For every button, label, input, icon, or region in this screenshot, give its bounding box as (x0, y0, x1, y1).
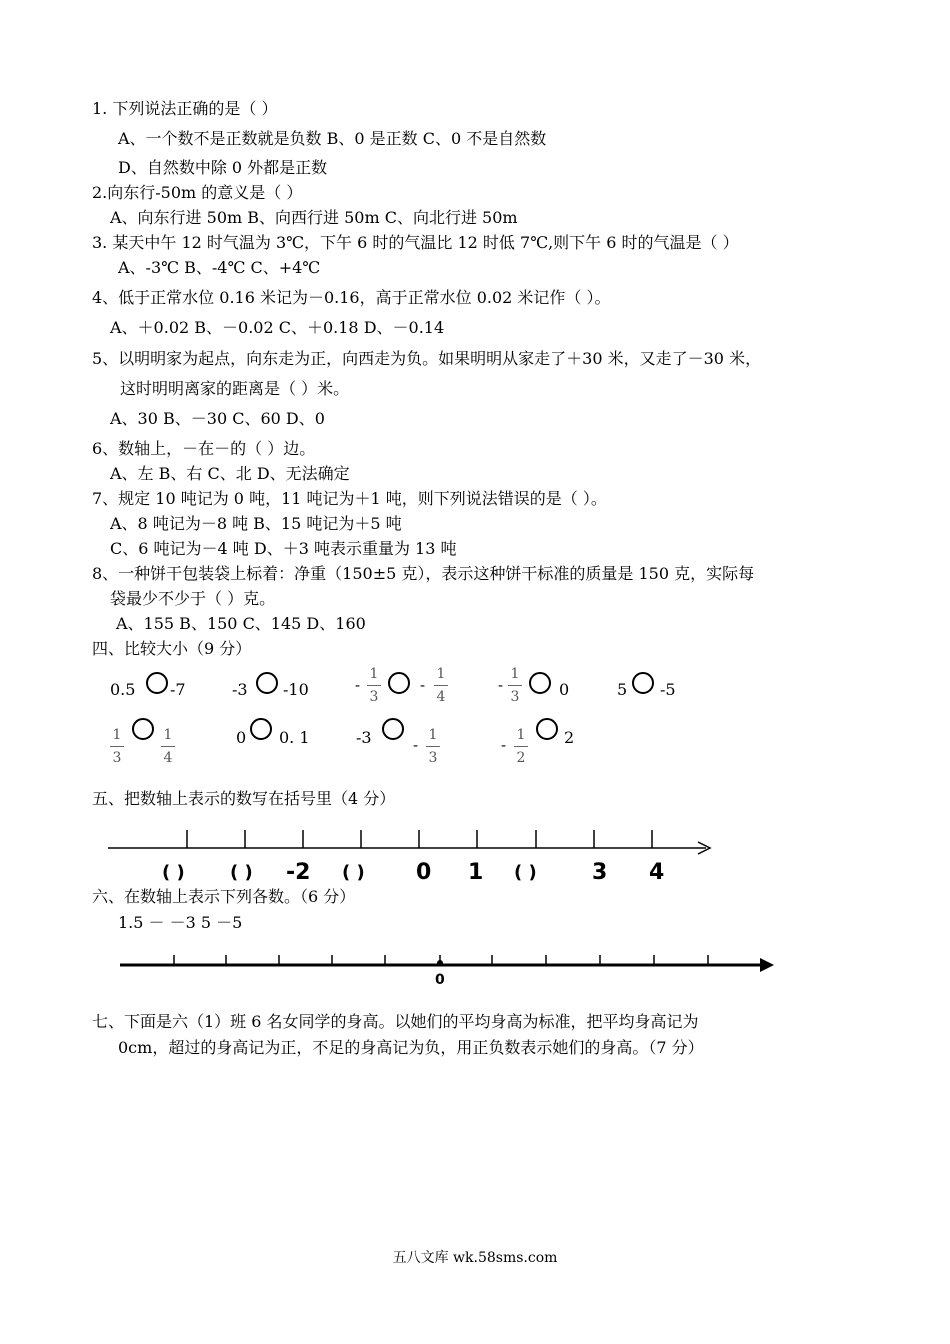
cmp-r2c-circle[interactable] (382, 718, 404, 740)
cmp-r1b-right: -10 (283, 680, 309, 699)
cmp-r1b-left: -3 (232, 680, 248, 699)
origin-dot (437, 960, 443, 966)
q7-options-line1: A、8 吨记为－8 吨 B、15 吨记为＋5 吨 (110, 514, 402, 533)
cmp-r2b-circle[interactable] (250, 718, 272, 740)
frac-numerator: 1 (112, 727, 122, 743)
section7-line1: 七、下面是六（1）班 6 名女同学的身高。以她们的平均身高为标准，把平均身高记为 (92, 1012, 699, 1031)
axis6-origin-label: 0 (435, 972, 445, 988)
cmp-r1a-right: -7 (170, 680, 186, 699)
cmp-r1e-left: 5 (617, 680, 628, 699)
axis5-label-3[interactable]: ( ) (342, 862, 365, 883)
frac-denominator: 2 (516, 750, 526, 766)
axis5-label-7: 3 (592, 860, 608, 885)
q1-options-line2: D、自然数中除 0 外都是正数 (118, 158, 328, 177)
q1-options-line1: A、一个数不是正数就是负数 B、0 是正数 C、0 不是自然数 (118, 129, 547, 148)
axis5-label-6[interactable]: ( ) (514, 862, 537, 883)
cmp-r2b-right: 0. 1 (279, 728, 310, 747)
cmp-r1c-frac-right (434, 665, 448, 706)
cmp-r1d-right: 0 (559, 680, 570, 699)
cmp-r1d-frac (508, 665, 522, 706)
q8-stem-line1: 8、一种饼干包装袋上标着：净重（150±5 克），表示这种饼干标准的质量是 150 克，实际每 (92, 564, 755, 583)
frac-numerator: 1 (510, 666, 520, 682)
section5-title: 五、把数轴上表示的数写在括号里（4 分） (92, 789, 396, 808)
cmp-r1c-circle[interactable] (388, 672, 410, 694)
axis-arrow (760, 958, 774, 972)
cmp-r2c-left: -3 (356, 728, 372, 747)
cmp-r1a-left: 0.5 (110, 680, 136, 699)
cmp-r1d-circle[interactable] (529, 672, 551, 694)
ticks (174, 955, 708, 965)
cmp-r2a-circle[interactable] (132, 718, 154, 740)
frac-denominator: 3 (510, 689, 520, 705)
cmp-r2d-frac (514, 726, 528, 767)
frac-denominator: 3 (428, 750, 438, 766)
axis5-label-8: 4 (649, 860, 665, 885)
axis5-label-0[interactable]: ( ) (162, 862, 185, 883)
q5-stem-line2: 这时明明离家的距离是（ ）米。 (120, 379, 350, 398)
axis5-label-2: -2 (286, 860, 311, 885)
q2-stem: 2.向东行-50m 的意义是（ ） (92, 183, 303, 202)
axis-arrow (698, 842, 710, 854)
cmp-r2a-frac-left (110, 726, 124, 767)
frac-numerator: 1 (516, 727, 526, 743)
cmp-r1d-sign: - (498, 676, 504, 694)
q2-options: A、向东行进 50m B、向西行进 50m C、向北行进 50m (110, 208, 518, 227)
q5-options: A、30 B、－30 C、60 D、0 (110, 409, 325, 428)
q8-stem-line2: 袋最少不少于（ ）克。 (110, 589, 276, 608)
q7-stem: 7、规定 10 吨记为 0 吨，11 吨记为＋1 吨，则下列说法错误的是（ ）。 (92, 489, 607, 508)
cmp-r2a-frac-right (161, 726, 175, 767)
q1-stem: 1. 下列说法正确的是（ ） (92, 99, 278, 118)
section7-line2: 0cm，超过的身高记为正，不足的身高记为负，用正负数表示她们的身高。（7 分） (118, 1038, 704, 1057)
q7-options-line2: C、6 吨记为－4 吨 D、＋3 吨表示重量为 13 吨 (110, 539, 457, 558)
cmp-r2d-circle[interactable] (536, 718, 558, 740)
frac-denominator: 4 (436, 689, 446, 705)
frac-numerator: 1 (163, 727, 173, 743)
frac-numerator: 1 (369, 666, 379, 682)
cmp-r1c-frac-left (367, 665, 381, 706)
frac-denominator: 3 (369, 689, 379, 705)
frac-numerator: 1 (428, 727, 438, 743)
cmp-r2c-frac-right (426, 726, 440, 767)
q6-options: A、左 B、右 C、北 D、无法确定 (110, 464, 350, 483)
section4-title: 四、比较大小（9 分） (92, 639, 252, 658)
axis5-label-5: 1 (468, 860, 484, 885)
cmp-r2c-sign-right: - (413, 736, 419, 754)
q3-stem: 3. 某天中午 12 时气温为 3℃，下午 6 时的气温比 12 时低 7℃,则下午 6 时的气温是（ ） (92, 233, 739, 252)
frac-denominator: 4 (163, 750, 173, 766)
section6-title: 六、在数轴上表示下列各数。（6 分） (92, 887, 356, 906)
q8-options: A、155 B、150 C、145 D、160 (116, 614, 366, 633)
cmp-r2b-left: 0 (236, 728, 247, 747)
q3-options: A、-3℃ B、-4℃ C、+4℃ (118, 258, 321, 277)
cmp-r1e-right: -5 (660, 680, 676, 699)
q4-stem: 4、低于正常水位 0.16 米记为－0.16，高于正常水位 0.02 米记作（ ）。 (92, 288, 611, 307)
cmp-r2d-right: 2 (564, 728, 575, 747)
axis5-label-1[interactable]: ( ) (230, 862, 253, 883)
page-footer: 五八文库 wk.58sms.com (392, 1250, 558, 1266)
frac-numerator: 1 (436, 666, 446, 682)
ticks (187, 830, 652, 848)
cmp-r1e-circle[interactable] (632, 672, 654, 694)
cmp-r1a-circle[interactable] (146, 672, 168, 694)
cmp-r1c-sign-left: - (355, 676, 361, 694)
q5-stem-line1: 5、以明明家为起点，向东走为正，向西走为负。如果明明从家走了＋30 米，又走了－30 米， (92, 349, 762, 368)
cmp-r1c-sign-right: - (420, 676, 426, 694)
frac-denominator: 3 (112, 750, 122, 766)
axis5-label-4: 0 (416, 860, 432, 885)
section6-numbers: 1.5 － －3 5 －5 (118, 913, 243, 932)
q6-stem: 6、数轴上，－在－的（ ）边。 (92, 439, 316, 458)
q4-options: A、＋0.02 B、－0.02 C、＋0.18 D、－0.14 (110, 318, 445, 337)
cmp-r1b-circle[interactable] (256, 672, 278, 694)
cmp-r2d-sign: - (501, 736, 507, 754)
